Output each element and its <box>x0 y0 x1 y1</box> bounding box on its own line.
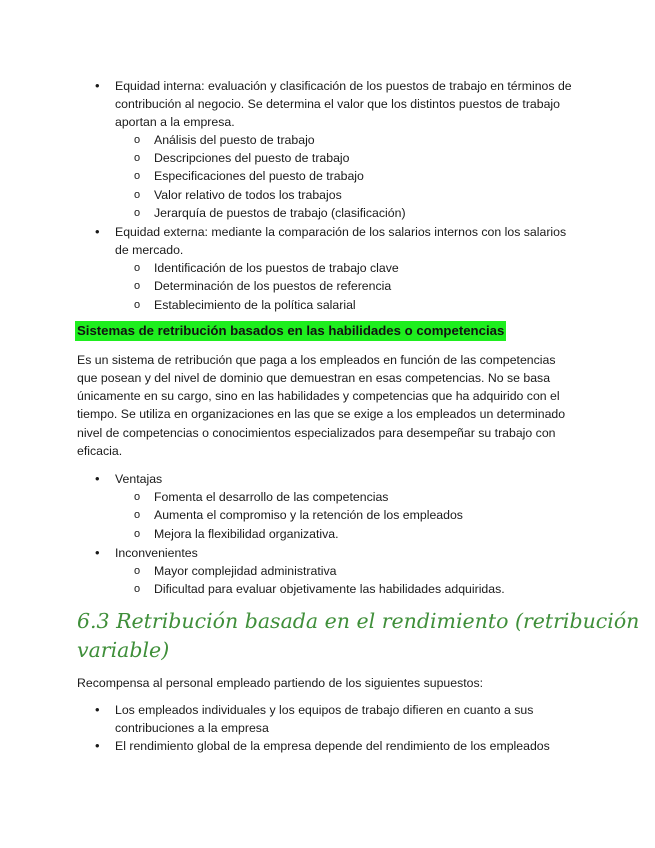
sub-item: Descripciones del puesto de trabajo <box>154 151 350 165</box>
section-heading-line-2: variable) <box>77 638 170 662</box>
equidad-interna-line-3: aportan a la empresa. <box>115 115 235 129</box>
sub-item: Dificultad para evaluar objetivamente las habilidades adquiridas. <box>154 582 505 596</box>
equidad-interna-line-1: Equidad interna: evaluación y clasificación de los puestos de trabajo en términos de <box>115 79 572 93</box>
sub-item: Determinación de los puestos de referencia <box>154 279 392 293</box>
sub-item: Valor relativo de todos los trabajos <box>154 188 342 202</box>
inconvenientes-label: Inconvenientes <box>115 546 198 560</box>
paragraph-line: únicamente en su cargo, sino en las habilidades y competencias que ha adquirido con el <box>77 389 560 403</box>
competencias-heading: Sistemas de retribución basados en las habilidades o competencias <box>75 321 506 341</box>
sub-bullet-marker: o <box>134 565 141 577</box>
bullet-marker: • <box>95 471 100 486</box>
sub-item: Especificaciones del puesto de trabajo <box>154 169 364 183</box>
equidad-externa-line-1: Equidad externa: mediante la comparación de los salarios internos con los salarios <box>115 225 567 239</box>
sub-bullet-marker: o <box>134 299 141 311</box>
sub-bullet-marker: o <box>134 528 141 540</box>
section-heading-line-1: 6.3 Retribución basada en el rendimiento (retribución <box>77 609 640 633</box>
rendimiento-bullet-1-line-2: contribuciones a la empresa <box>115 721 269 735</box>
sub-bullet-marker: o <box>134 170 141 182</box>
sub-bullet-marker: o <box>134 509 141 521</box>
sub-item: Aumenta el compromiso y la retención de los empleados <box>154 508 463 522</box>
sub-item: Fomenta el desarrollo de las competencias <box>154 490 389 504</box>
sub-bullet-marker: o <box>134 134 141 146</box>
rendimiento-bullet-2: El rendimiento global de la empresa depende del rendimiento de los empleados <box>115 739 550 753</box>
equidad-externa-line-2: de mercado. <box>115 243 184 257</box>
paragraph-line: que posean y del nivel de dominio que demuestran en esas competencias. No se basa <box>77 371 551 385</box>
bullet-marker: • <box>95 78 100 93</box>
rendimiento-intro: Recompensa al personal empleado partiendo de los siguientes supuestos: <box>77 676 484 690</box>
bullet-marker: • <box>95 545 100 560</box>
paragraph-line: nivel de competencias o conocimientos especializados para desempeñar su trabajo con <box>77 426 556 440</box>
sub-item: Mayor complejidad administrativa <box>154 564 337 578</box>
bullet-marker: • <box>95 702 100 717</box>
sub-bullet-marker: o <box>134 491 141 503</box>
paragraph-line: Es un sistema de retribución que paga a los empleados en función de las competencias <box>77 353 556 367</box>
sub-bullet-marker: o <box>134 189 141 201</box>
sub-item: Identificación de los puestos de trabajo clave <box>154 261 399 275</box>
sub-item: Establecimiento de la política salarial <box>154 298 356 312</box>
sub-bullet-marker: o <box>134 583 141 595</box>
paragraph-line: tiempo. Se utiliza en organizaciones en las que se exige a los empleados un determinado <box>77 407 566 421</box>
sub-bullet-marker: o <box>134 152 141 164</box>
paragraph-line: eficacia. <box>77 444 123 458</box>
sub-bullet-marker: o <box>134 207 141 219</box>
sub-bullet-marker: o <box>134 262 141 274</box>
bullet-marker: • <box>95 738 100 753</box>
sub-bullet-marker: o <box>134 280 141 292</box>
sub-item: Análisis del puesto de trabajo <box>154 133 315 147</box>
equidad-interna-line-2: contribución al negocio. Se determina el valor que los distintos puestos de trabajo <box>115 97 561 111</box>
bullet-marker: • <box>95 224 100 239</box>
ventajas-label: Ventajas <box>115 472 163 486</box>
sub-item: Mejora la flexibilidad organizativa. <box>154 527 339 541</box>
rendimiento-bullet-1-line-1: Los empleados individuales y los equipos de trabajo difieren en cuanto a sus <box>115 703 534 717</box>
sub-item: Jerarquía de puestos de trabajo (clasificación) <box>154 206 406 220</box>
